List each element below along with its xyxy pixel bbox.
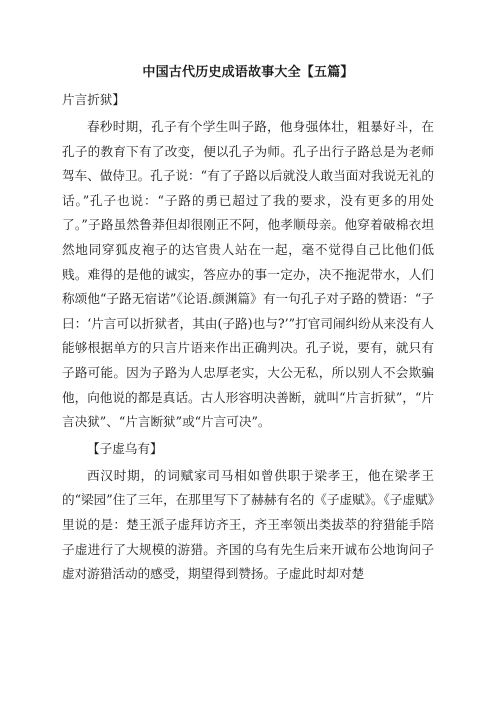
- section-body-pianyan-zheyu: 春秒时期，孔子有个学生叫子路，他身强体壮，粗暴好斗，在孔子的教育下有了改变，便以孔子为师。孔子出行子路总是为老师驾车、做侍卫。孔子说：“有了子路以后就没人敢当面对我说无礼的话。”孔子也说：“子路的勇已超过了我的要求，没有更多的用处了。”子路虽然鲁莽但却很刚正不阿，他孝顺母亲。他穿着破棉衣坦然地同穿狐皮袍子的达官贵人站在一起，毫不觉得自己比他们低贱。难得的是他的诚实，答应办的事一定办，决不拖泥带水，人们称颂他“子路无宿诺”《论语.颜渊篇》有一句孔子对子路的赞语：“子曰：‘片言可以折狱者，其由(子路)也与?’”打官司闹纠纷从来没有人能够根据单方的只言片语来作出正确判决。孔子说，要有，就只有子路可能。因为子路为人忠厚老实，大公无私，所以别人不会欺骗他，向他说的都是真话。古人形容明决善断，就叫“片言折狱”，“片言决狱”、“片言断狱”或“片言可决”。: [62, 119, 434, 430]
- section-heading-zixu-wuyou: 【子虚乌有】: [87, 440, 163, 456]
- document-title: 中国古代历史成语故事大全【五篇】: [142, 65, 354, 80]
- section-heading-pianyan-zheyu: 片言折狱】: [62, 92, 125, 107]
- document-page: [62, 64, 434, 587]
- section-body-zixu-wuyou: 西汉时期，的词赋家司马相如曾供职于梁孝王，他在梁孝王的“梁园”住了三年，在那里写下了赫赫有名的《子虚赋》。《子虚赋》里说的是：楚王派子虚拜访齐王，齐王率领出类拔萃的狩猎能手陪子虚进行了大规模的游猎。齐国的乌有先生后来开诚布公地询问子虚对游猎活动的感受，期望得到赞扬。子虚此时却对楚: [62, 467, 434, 582]
